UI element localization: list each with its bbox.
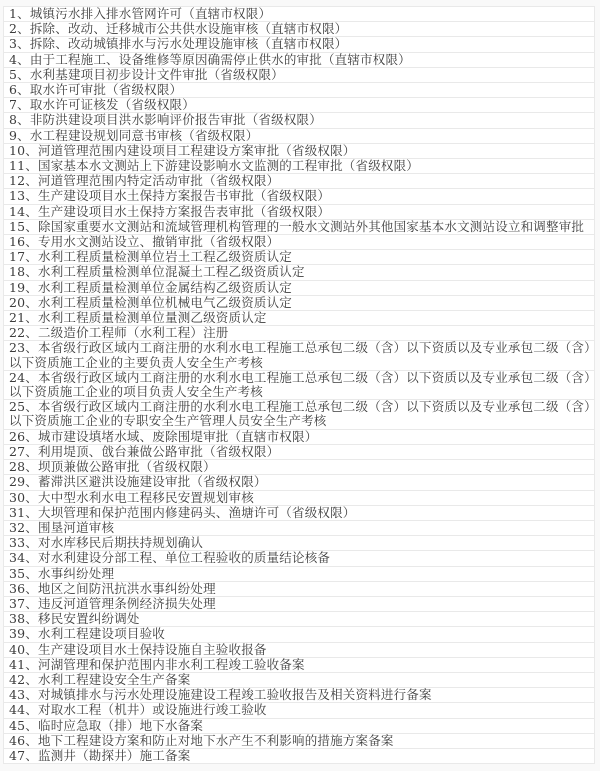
list-item: 22、二级造价工程师（水利工程）注册 bbox=[4, 325, 594, 340]
list-item: 36、地区之间防汛抗洪水事纠纷处理 bbox=[4, 581, 594, 596]
list-item: 34、对水利建设分部工程、单位工程验收的质量结论核备 bbox=[4, 550, 594, 565]
approval-list bbox=[3, 6, 595, 764]
list-item: 29、蓄滞洪区避洪设施建设审批（省级权限） bbox=[4, 474, 594, 489]
list-item: 25、本省级行政区域内工商注册的水利水电工程施工总承包二级（含）以下资质以及专业承包二级（含）以下资质施工企业的专职安全生产管理人员安全生产考核 bbox=[4, 399, 594, 428]
list-item: 4、由于工程施工、设备维修等原因确需停止供水的审批（直辖市权限） bbox=[4, 52, 594, 67]
list-item: 45、临时应急取（排）地下水备案 bbox=[4, 718, 594, 733]
list-item: 17、水利工程质量检测单位岩土工程乙级资质认定 bbox=[4, 249, 594, 264]
list-item: 8、非防洪建设项目洪水影响评价报告审批（省级权限） bbox=[4, 112, 594, 127]
list-item: 13、生产建设项目水土保持方案报告书审批（省级权限） bbox=[4, 188, 594, 203]
list-item: 30、大中型水利水电工程移民安置规划审核 bbox=[4, 490, 594, 505]
list-item: 44、对取水工程（机井）或设施进行竣工验收 bbox=[4, 702, 594, 717]
list-item: 31、大坝管理和保护范围内修建码头、渔塘许可（省级权限） bbox=[4, 505, 594, 520]
list-item: 39、水利工程建设项目验收 bbox=[4, 626, 594, 641]
list-item: 32、围垦河道审核 bbox=[4, 520, 594, 535]
list-item: 19、水利工程质量检测单位金属结构乙级资质认定 bbox=[4, 280, 594, 295]
list-item: 35、水事纠纷处理 bbox=[4, 566, 594, 581]
list-item: 7、取水许可证核发（省级权限） bbox=[4, 97, 594, 112]
list-item: 18、水利工程质量检测单位混凝土工程乙级资质认定 bbox=[4, 264, 594, 279]
list-item: 1、城镇污水排入排水管网许可（直辖市权限） bbox=[4, 6, 594, 21]
list-item: 20、水利工程质量检测单位机械电气乙级资质认定 bbox=[4, 295, 594, 310]
list-item: 24、本省级行政区域内工商注册的水利水电工程施工总承包二级（含）以下资质以及专业承包二级（含）以下资质施工企业的项目负责人安全生产考核 bbox=[4, 370, 594, 399]
list-item: 27、利用堤顶、戗台兼做公路审批（省级权限） bbox=[4, 444, 594, 459]
list-item: 3、拆除、改动城镇排水与污水处理设施审核（直辖市权限） bbox=[4, 36, 594, 51]
list-item: 26、城市建设填堵水域、废除围堤审批（直辖市权限） bbox=[4, 429, 594, 444]
list-item: 14、生产建设项目水土保持方案报告表审批（省级权限） bbox=[4, 204, 594, 219]
list-item: 5、水利基建项目初步设计文件审批（省级权限） bbox=[4, 67, 594, 82]
list-item: 37、违反河道管理条例经济损失处理 bbox=[4, 596, 594, 611]
list-item: 43、对城镇排水与污水处理设施建设工程竣工验收报告及相关资料进行备案 bbox=[4, 687, 594, 702]
list-item: 21、水利工程质量检测单位量测乙级资质认定 bbox=[4, 310, 594, 325]
list-item: 15、除国家重要水文测站和流域管理机构管理的一般水文测站外其他国家基本水文测站设立和调整审批 bbox=[4, 219, 594, 234]
list-item: 38、移民安置纠纷调处 bbox=[4, 611, 594, 626]
list-item: 11、国家基本水文测站上下游建设影响水文监测的工程审批（省级权限） bbox=[4, 158, 594, 173]
list-item: 28、坝顶兼做公路审批（省级权限） bbox=[4, 459, 594, 474]
list-item: 6、取水许可审批（省级权限） bbox=[4, 82, 594, 97]
list-item: 42、水利工程建设安全生产备案 bbox=[4, 672, 594, 687]
list-item: 23、本省级行政区域内工商注册的水利水电工程施工总承包二级（含）以下资质以及专业承包二级（含）以下资质施工企业的主要负责人安全生产考核 bbox=[4, 340, 594, 369]
list-item: 33、对水库移民后期扶持规划确认 bbox=[4, 535, 594, 550]
list-item: 40、生产建设项目水土保持设施自主验收报备 bbox=[4, 642, 594, 657]
list-item: 16、专用水文测站设立、撤销审批（省级权限） bbox=[4, 234, 594, 249]
list-item: 47、监测井（勘探井）施工备案 bbox=[4, 748, 594, 763]
list-item: 41、河湖管理和保护范围内非水利工程竣工验收备案 bbox=[4, 657, 594, 672]
list-item: 10、河道管理范围内建设项目工程建设方案审批（省级权限） bbox=[4, 143, 594, 158]
list-item: 2、拆除、改动、迁移城市公共供水设施审核（直辖市权限） bbox=[4, 21, 594, 36]
list-item: 46、地下工程建设方案和防止对地下水产生不利影响的措施方案备案 bbox=[4, 733, 594, 748]
list-item: 9、水工程建设规划同意书审核（省级权限） bbox=[4, 128, 594, 143]
list-item: 12、河道管理范围内特定活动审批（省级权限） bbox=[4, 173, 594, 188]
